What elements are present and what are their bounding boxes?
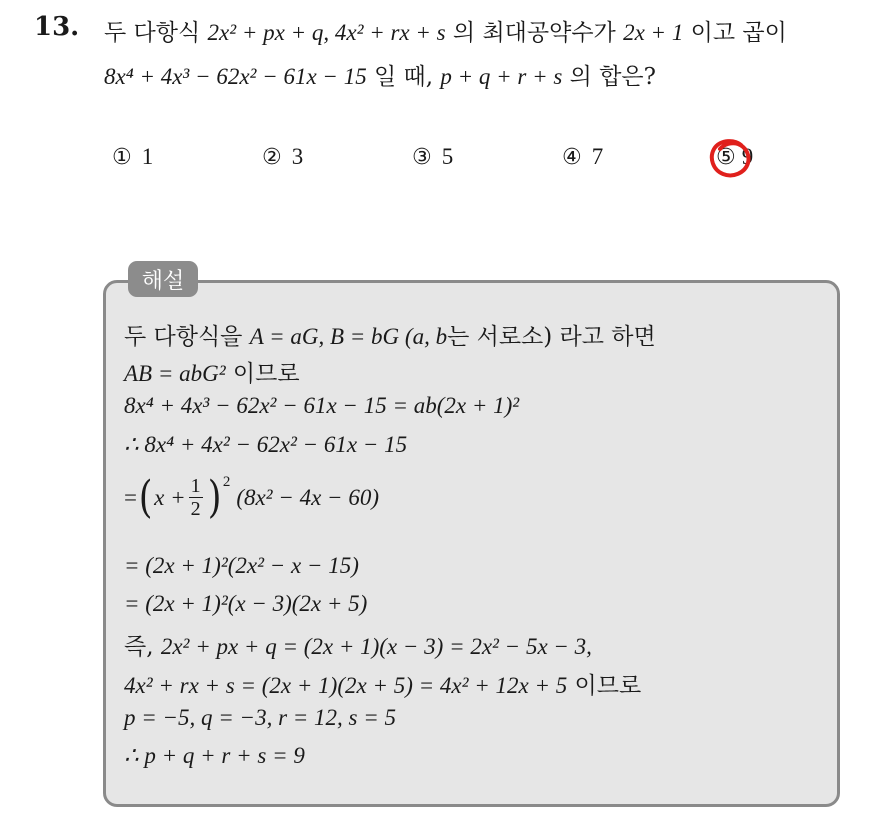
right-paren: ) (207, 472, 222, 523)
choice-number-1: ① (112, 145, 132, 170)
solution-line-9 (124, 667, 641, 700)
product-expression: 8x⁴ + 4x³ − 62x² − 61x − 15 (104, 64, 367, 89)
solution-line-8 (124, 628, 592, 661)
solution-text: 즉, (124, 634, 161, 660)
fraction-numerator: 1 (190, 475, 201, 497)
exponent-two: 2 (222, 474, 231, 490)
solution-expression: (8x² − 4x − 60) (236, 484, 379, 510)
solution-text: 이므로 (567, 673, 642, 699)
solution-line-10: p = −5, q = −3, r = 12, s = 5 (124, 705, 397, 730)
fraction-one-half (189, 475, 203, 520)
question-text: 일 때, (366, 64, 441, 90)
choice-value-3: 5 (441, 144, 454, 169)
solution-line-6: = (2x + 1)²(2x² − x − 15) (124, 553, 359, 578)
solution-line-1 (124, 318, 656, 351)
solution-text: 는 서로소) 라고 하면 (447, 324, 656, 350)
solution-line-7: = (2x + 1)²(x − 3)(2x + 5) (124, 591, 368, 616)
solution-tag: 해설 (128, 261, 198, 297)
variable-x: x + (154, 484, 186, 510)
choice-number-4: ④ (562, 145, 582, 170)
question-line-1 (104, 14, 787, 47)
choice-4[interactable] (562, 144, 603, 170)
solution-line-11: ∴ p + q + r + s = 9 (124, 743, 305, 768)
left-paren: ( (138, 472, 153, 523)
choice-2[interactable] (262, 144, 303, 170)
question-text: 두 다항식 (104, 20, 208, 46)
solution-expression: AB = abG² (124, 361, 226, 386)
choice-3[interactable] (412, 144, 453, 170)
solution-expression: 2x² + px + q = (2x + 1)(x − 3) = 2x² − 5x − 3, (160, 634, 592, 659)
question-number: 13. (34, 12, 80, 42)
choice-value-1: 1 (141, 144, 154, 169)
sum-expression: p + q + r + s (440, 64, 563, 89)
solution-line-3: 8x⁴ + 4x³ − 62x² − 61x − 15 = ab(2x + 1)² (124, 393, 520, 418)
choice-number-3: ③ (412, 145, 432, 170)
choice-value-2: 3 (291, 144, 304, 169)
choice-number-2: ② (262, 145, 282, 170)
question-text: 의 합은? (562, 64, 656, 90)
choice-value-5: 9 (741, 144, 754, 169)
solution-text: 두 다항식을 (124, 324, 250, 350)
solution-expression: = (124, 484, 137, 510)
solution-line-5 (124, 472, 379, 523)
question-line-2 (104, 58, 656, 91)
choice-number-5: ⑤ (716, 145, 736, 170)
choice-5[interactable] (716, 144, 753, 170)
polynomial-1: 2x² + px + q, (207, 20, 335, 45)
solution-line-4: ∴ 8x⁴ + 4x² − 62x² − 61x − 15 (124, 432, 408, 457)
solution-expression: A = aG, B = bG (a, b (249, 324, 448, 349)
choice-value-4: 7 (591, 144, 604, 169)
choice-1[interactable] (112, 144, 153, 170)
polynomial-2: 4x² + rx + s (334, 20, 446, 45)
gcd-expression: 2x + 1 (623, 20, 684, 45)
solution-expression: 4x² + rx + s = (2x + 1)(2x + 5) = 4x² + 12x + 5 (124, 673, 568, 698)
answer-choices (0, 144, 884, 178)
fraction-denominator: 2 (190, 498, 201, 520)
solution-line-2 (124, 355, 300, 388)
solution-text: 이므로 (225, 361, 300, 387)
question-text: 의 최대공약수가 (445, 20, 624, 46)
question-text: 이고 곱이 (683, 20, 787, 46)
